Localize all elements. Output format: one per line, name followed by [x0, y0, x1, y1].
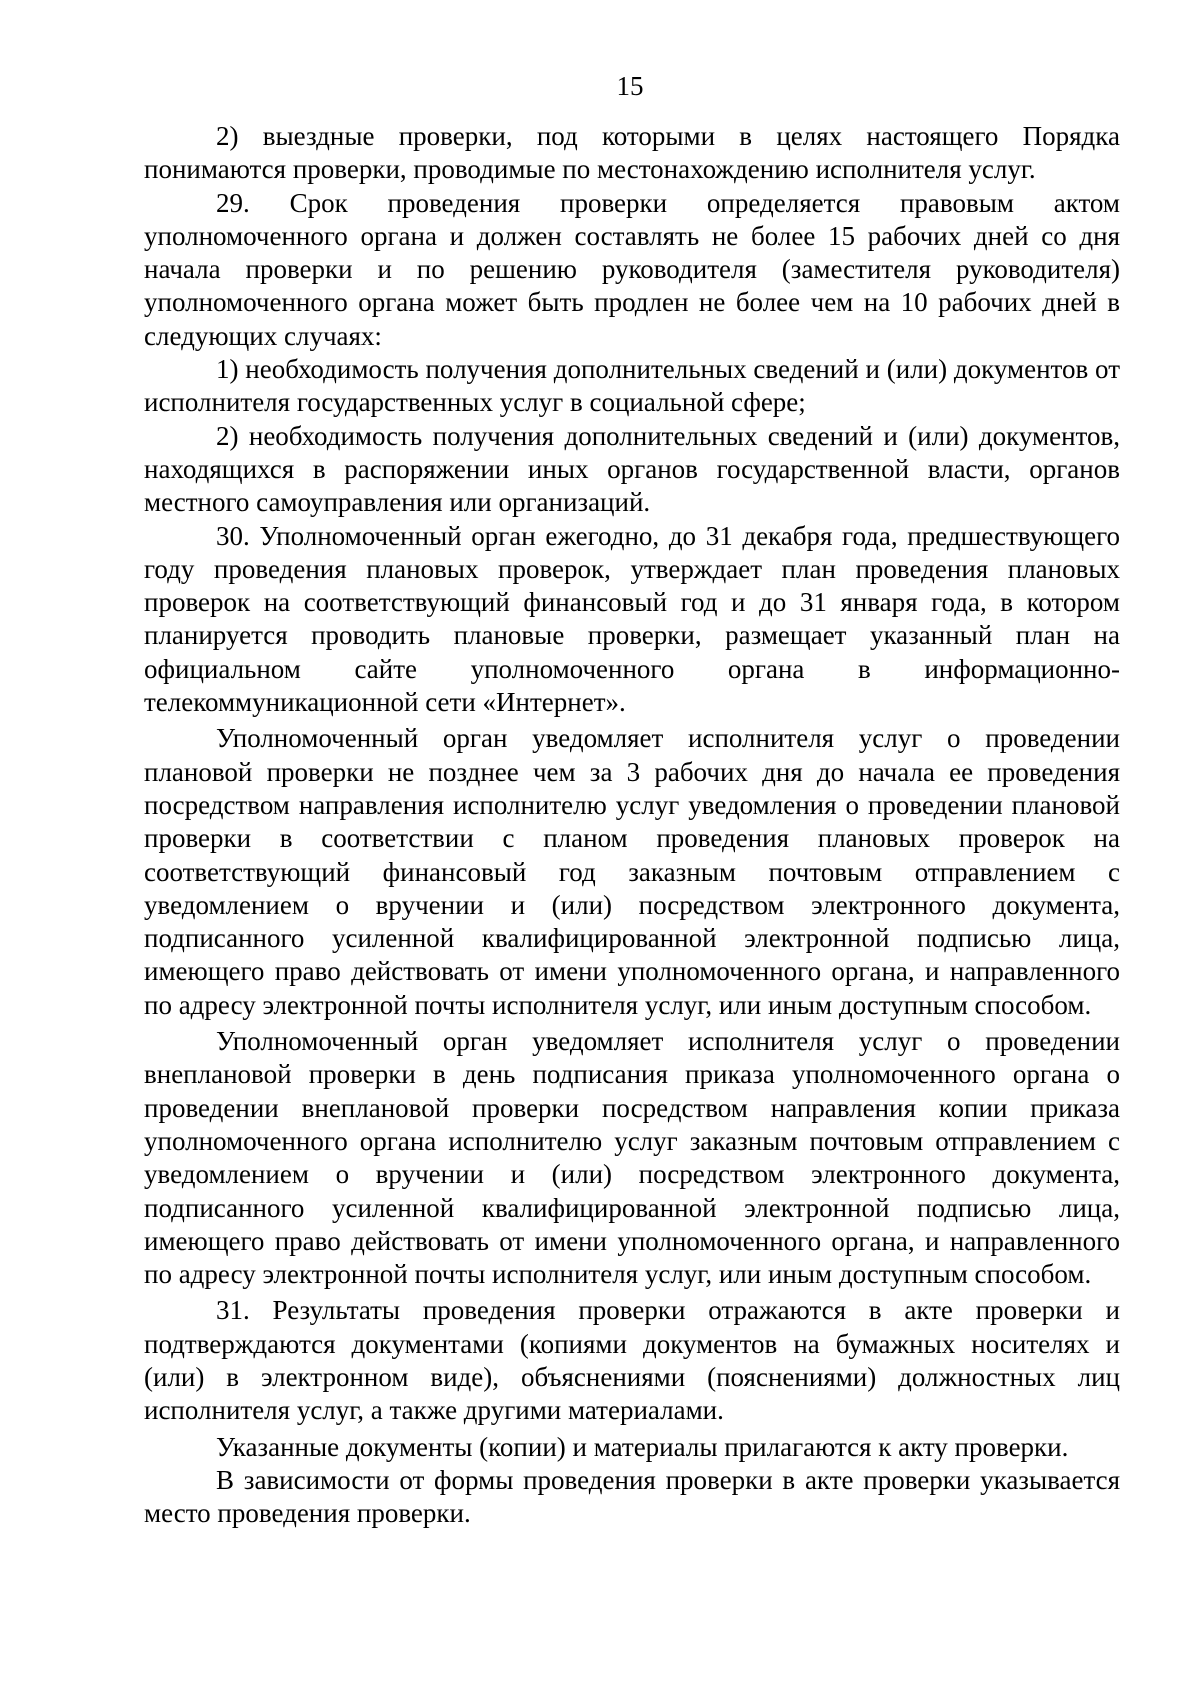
paragraph-attached-documents: Указанные документы (копии) и материалы прилагаются к акту проверки. — [216, 1431, 1069, 1462]
paragraph-inspection-location: В зависимости от формы проведения проверки в акте проверки указывается место проведения проверки. — [144, 1464, 1120, 1529]
document-body — [144, 120, 1120, 1530]
paragraph-29-case-2: 2) необходимость получения дополнительных сведений и (или) документов, находящихся в распоряжении иных органов государственной власти, органов местного самоуправления или организаций. — [144, 420, 1120, 518]
paragraph-29-case-1: 1) необходимость получения дополнительных сведений и (или) документов от исполнителя государственных услуг в социальной сфере; — [144, 354, 1120, 418]
page-number: 15 — [616, 71, 644, 101]
paragraph-30-annual-plan: 30. Уполномоченный орган ежегодно, до 31 декабря года, предшествующего году проведения плановых проверок, утверждает план проведения плановых проверок на соответствующий финансовый год и до 31 января года, в котором планируется проводить плановые проверки, размещает указанный план на официальном сайте уполномоченного органа в информационно-телекоммуникационной сети «Интернет». — [144, 520, 1120, 718]
paragraph-planned-inspection-notice: Уполномоченный орган уведомляет исполнителя услуг о проведении плановой проверки не позднее чем за 3 рабочих дня до начала ее проведения посредством направления исполнителю услуг уведомления о проведении плановой проверки в соответствии с планом проведения плановых проверок на соответствующий финансовый год заказным почтовым отправлением с уведомлением о вручении и (или) посредством электронного документа, подписанного усиленной квалифицированной электронной подписью лица, имеющего право действовать от имени уполномоченного органа, и направленного по адресу электронной почты исполнителя услуг, или иным доступным способом. — [144, 723, 1120, 1020]
paragraph-unscheduled-inspection-notice: Уполномоченный орган уведомляет исполнителя услуг о проведении внеплановой проверки в день подписания приказа уполномоченного органа о проведении внеплановой проверки посредством направления копии приказа уполномоченного органа исполнителю услуг заказным почтовым отправлением с уведомлением о вручении и (или) посредством электронного документа, подписанного усиленной квалифицированной электронной подписью лица, имеющего право действовать от имени уполномоченного органа, и направленного по адресу электронной почты исполнителя услуг, или иным доступным способом. — [144, 1026, 1120, 1290]
paragraph-29-inspection-term: 29. Срок проведения проверки определяется правовым актом уполномоченного органа и должен составлять не более 15 рабочих дней со дня начала проверки и по решению руководителя (заместителя руководителя) уполномоченного органа может быть продлен не более чем на 10 рабочих дней в следующих случаях: — [144, 187, 1120, 351]
paragraph-site-inspections: 2) выездные проверки, под которыми в целях настоящего Порядка понимаются проверки, проводимые по местонахождению исполнителя услуг. — [144, 121, 1120, 185]
paragraph-31-inspection-results: 31. Результаты проведения проверки отражаются в акте проверки и подтверждаются документами (копиями документов на бумажных носителях и (или) в электронном виде), объяснениями (пояснениями) должностных лиц исполнителя услуг, а также другими материалами. — [144, 1295, 1120, 1426]
